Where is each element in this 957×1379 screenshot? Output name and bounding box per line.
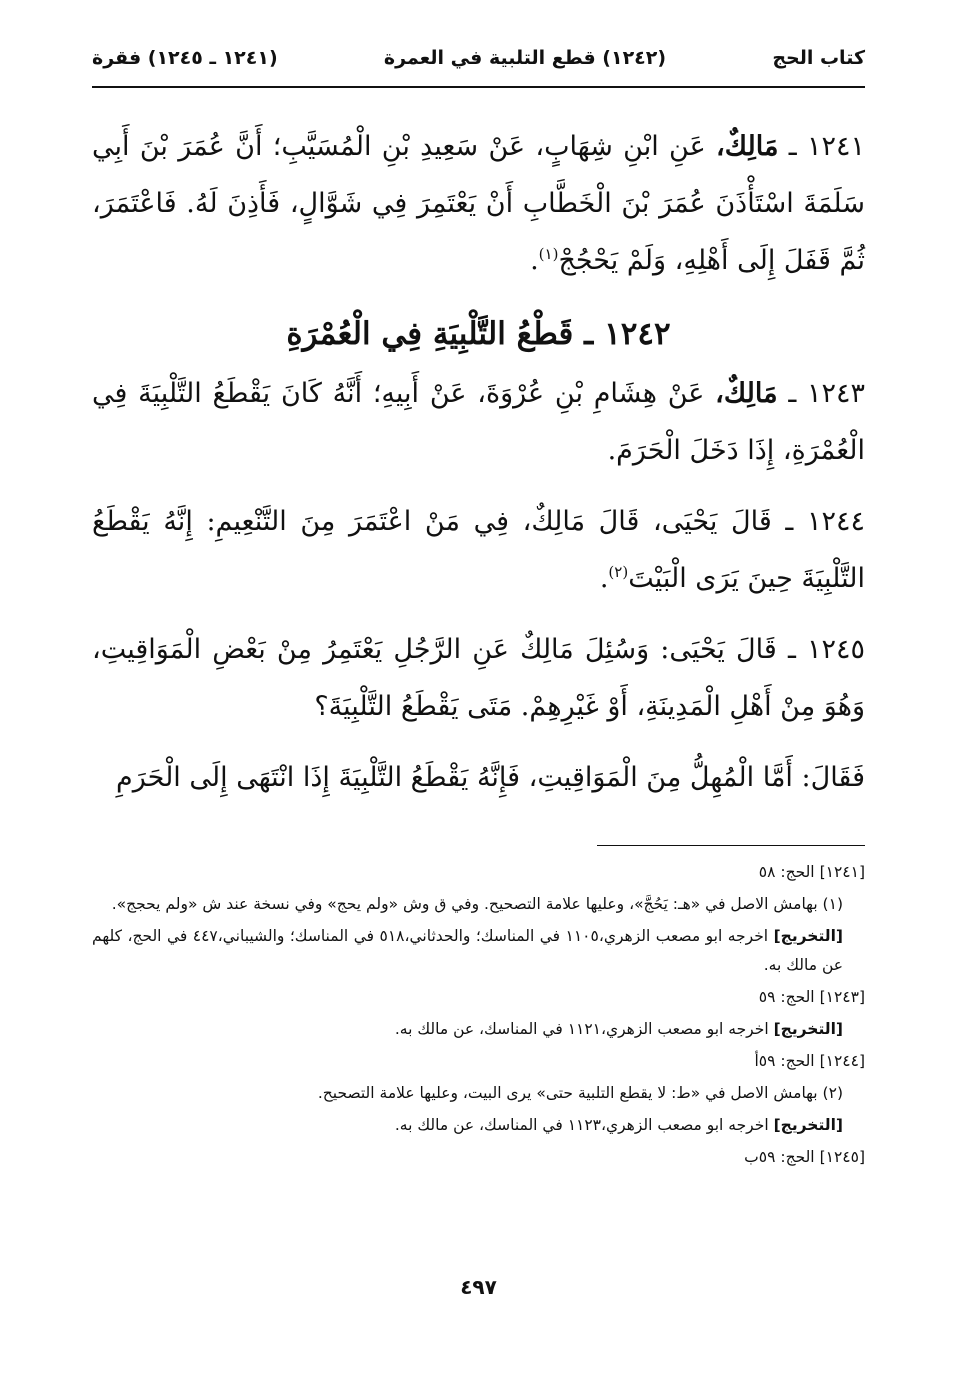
note-ref: [١٢٤٥] (819, 1148, 865, 1166)
takhrij-label: [التخريج] (773, 1020, 843, 1038)
paragraph-end: . (599, 563, 609, 594)
note-ref-1244 (92, 1047, 865, 1076)
chapter-heading: ١٢٤٢ ـ قَطْعُ التَّلْبِيَةِ فِي الْعُمْرَةِ (286, 316, 671, 352)
paragraph-text: عَنْ هِشَامِ بْنِ عُرْوَةَ، عَنْ أَبِيهِ؛ أَنَّهُ كَانَ يَقْطَعُ التَّلْبِيَةَ فِي الْعُمْرَةِ، إِذَا دَخَلَ الْحَرَمَ. (92, 378, 865, 466)
note-text: اخرجه ابو مصعب الزهري،١١٢٣ في المناسك، عن مالك به. (394, 1116, 769, 1134)
note-text: (١) بهامش الاصل في «هـ: يَحُجَّ»، وعليها علامة التصحيح. وفي ق وش «ولم يحج» وفي نسخة عند ش «ولم يحجج». (111, 895, 843, 913)
note-text: الحج: ٥٩ (758, 988, 815, 1006)
takhrij-label: [التخريج] (773, 927, 844, 945)
paragraph-1244 (92, 493, 865, 607)
header-chapter-title: (١٢٤٢) قطع التلبية في العمرة (383, 47, 667, 69)
paragraph-text: قَالَ يَحْيَى، قَالَ مَالِكٌ، فِي مَنْ اعْتَمَرَ مِنَ التَّنْعِيمِ: إِنَّهُ يَقْطَعُ التَّلْبِيَةَ حِينَ يَرَى الْبَيْتَ (92, 506, 865, 594)
main-text (92, 118, 865, 820)
footnote-2 (92, 1079, 865, 1108)
paragraph-number: ١٢٤١ ـ (788, 131, 866, 162)
paragraph-text: قَالَ يَحْيَى: وَسُئِلَ مَالِكٌ عَنِ الرَّجُلِ يَعْتَمِرُ مِنْ بَعْضِ الْمَوَاقِيتِ، وَهُوَ مِنْ أَهْلِ الْمَدِينَةِ، أَوْ غَيْرِهِمْ. مَتَى يَقْطَعُ التَّلْبِيَةَ؟ (92, 634, 865, 722)
paragraph-end: . (530, 245, 539, 276)
note-ref: [١٢٤٣] (819, 988, 865, 1006)
footnote-marker[interactable]: (٢) (608, 563, 629, 581)
footnotes (92, 858, 865, 1175)
footnote-marker[interactable]: (١) (538, 245, 559, 263)
note-text: الحج: ٥٩ب (744, 1148, 815, 1166)
takhrij-1243 (92, 1015, 865, 1044)
running-header (92, 38, 865, 78)
takhrij-1241 (92, 922, 865, 980)
paragraph-number: ١٢٤٣ ـ (788, 378, 865, 409)
paragraph-1241 (92, 118, 865, 289)
takhrij-label: [التخريج] (773, 1116, 843, 1134)
header-paragraph-range: (١٢٤١ ـ ١٢٤٥) فقرة (92, 47, 278, 69)
note-ref: [١٢٤١] (819, 863, 865, 881)
narrator-name: مَالِكٌ، (716, 131, 779, 162)
paragraph-1243 (92, 365, 865, 479)
paragraph-text: عَنِ ابْنِ شِهَابٍ، عَنْ سَعِيدِ بْنِ الْمُسَيَّبِ؛ أَنَّ عُمَرَ بْنَ أَبِي سَلَمَةَ اسْتَأْذَنَ عُمَرَ بْنَ الْخَطَّابِ أَنْ يَعْتَمِرَ فِي شَوَّالٍ، فَأَذِنَ لَهُ. فَاعْتَمَرَ، ثُمَّ قَفَلَ إِلَى أَهْلِهِ، وَلَمْ يَحْجُجْ (92, 131, 865, 276)
note-ref-1243 (92, 983, 865, 1012)
note-text: الحج: ٥٩أ (754, 1052, 815, 1070)
paragraph-number: ١٢٤٥ ـ (787, 634, 865, 665)
footnote-divider (597, 845, 865, 846)
paragraph-1245 (92, 621, 865, 735)
header-book-title: كتاب الحج (772, 47, 865, 69)
page-number: ٤٩٧ (460, 1275, 497, 1299)
narrator-name: مَالِكٌ، (715, 378, 778, 409)
paragraph-number: ١٢٤٤ ـ (785, 506, 865, 537)
note-text: (٢) بهامش الاصل في «ط: لا يقطع التلبية حتى» يرى البيت، وعليها علامة التصحيح. (317, 1084, 843, 1102)
footnote-1 (92, 890, 865, 919)
takhrij-1244 (92, 1111, 865, 1140)
note-ref-1245 (92, 1143, 865, 1172)
paragraph-1245-answer (92, 749, 865, 806)
note-ref: [١٢٤٤] (819, 1052, 865, 1070)
note-text: اخرجه ابو مصعب الزهري،١١٠٥ في المناسك؛ والحدثاني،٥١٨ في المناسك؛ والشيباني،٤٤٧ في الحج، كلهم عن مالك به. (92, 927, 843, 974)
paragraph-text: فَقَالَ: أَمَّا الْمُهِلُّ مِنَ الْمَوَاقِيتِ، فَإِنَّهُ يَقْطَعُ التَّلْبِيَةَ إِذَا انْتَهَى إِلَى الْحَرَمِ (116, 762, 865, 793)
note-text: الحج: ٥٨ (758, 863, 815, 881)
note-ref-1241 (92, 858, 865, 887)
note-text: اخرجه ابو مصعب الزهري،١١٢١ في المناسك، عن مالك به. (394, 1020, 769, 1038)
header-divider (92, 86, 865, 88)
